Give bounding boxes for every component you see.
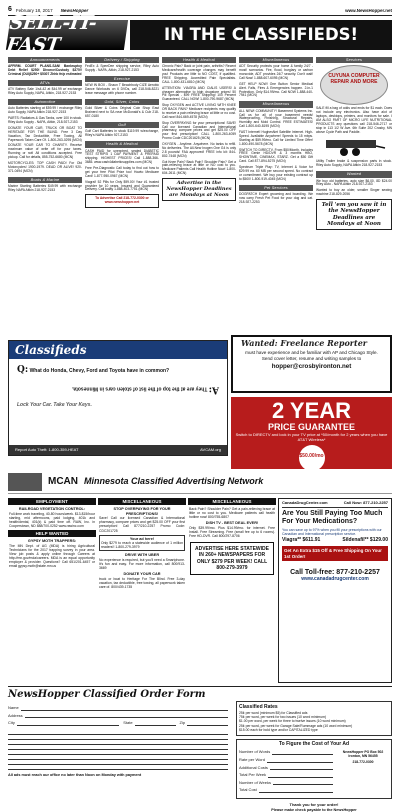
network-ad: Back Pain? Shoulder Pain? Get a pain-relieving brace at little or no cost to you. Medicare patients call health hotline now! 800/755-6807 [189,507,275,520]
directv-ad [231,397,392,484]
network-ad [9,507,95,528]
directv-guarantee: PRICE GUARANTEE [267,422,355,432]
column-5 [316,54,392,335]
rx-phone[interactable]: Call Now: 877-210-2257 [343,500,388,505]
category-header: Golf [85,122,159,128]
category-header: Boats & Marine [8,177,82,183]
advertise-statewide-box: ADVERTISE HERE STATEWIDE IN 260+ NEWSPAPERS FOR ONLY $279 PER WEEK! CALL 800-279-3979 [190,542,274,575]
network-col-3 [188,498,276,683]
deadline-box: Advertise in the NewsHopper Deadlines are Mondays at Noon [162,178,236,201]
category-header: Announcements [8,57,82,63]
trailer-icon [322,136,386,158]
thank-you: Thank you for your order! [289,801,339,807]
classified-ad: FAST Internet! HughesNet Satellite Internet. High-Speed. Available Anywhere! Speeds to 15 mbps. Starting at $59.99/mo. Call for Limited Time Offer! 1-800-490-5678 (MCN) [239,130,313,146]
classified-ad: ADT Security protects your home & family 24/7 - most! scenarios. Fire, flood, burglary or carbon monoxide, ADT provides 24/7 security. Don't wait! Call Now! 1-888-607-6095 (MCN) [239,64,313,80]
figure-row[interactable] [239,781,333,786]
network-ad-body: Only $39.99/mo. Plus $14.99/mo. for internet. Free Install. Free Streaming. Free (small fee up to 6 rooms). Free HD-DVR. Call 800/297-8706 [189,525,275,539]
rate-line: $15.00 each for bold type and/or CAPITALIZED type [239,728,318,733]
figure-row[interactable] [239,750,333,755]
column-1 [8,54,82,335]
category-header: ATVs [8,80,82,86]
rate-line: 25¢ per word (minimum $5) for Classified ads [239,710,308,715]
network-ad [99,507,185,532]
rx-site[interactable]: www.canadadrugcenter.com [301,575,369,582]
directv-line: Switch to DIRECTV and lock in your TV price at *50/month for 2 years when you have AT&T Wireless* [235,432,388,442]
category-header: Services [316,57,392,63]
category-header: Gold, Silver, Coins [85,99,159,105]
classified-ad: SALE fill a bag of odds and ends for $1 each. Does not include any electronics. Also have alot of laptops, desktops, printers, and monitors for sale. I AM ALSO PART OF MICRO LIFE NUTRITIONAL PRODUCTS any questions call 218-546-2717 or stop in 113 1/2 W Ave. 6th Suite 202 Crosby, MN above Cycle Path and Paddle. [316,106,392,134]
network-ad-title: DRIVE WITH UBER [124,553,160,558]
state-label: State [123,720,133,726]
classified-ad: CASH PAID for unexpired, sealed DIABETIC TEST STRIPS! 1 DAY PAYMENT & PREPAID shipping. HIGHEST PRICES! Call 1-888-366-3685. www.cash4diabeticsupplies.com (MCN) [85,148,159,165]
rx-price: Sildenafil** $129.00 [342,536,388,543]
network-ad-title: DISH TV - BEST DEAL EVER! [205,521,259,526]
classified-ad: Viagra!! 52 Pills for Only $99.00! Your #1 trusted provider for 10 years. Insured and Guaranteed Delivery. Call today 1-888-403-7751 (MCN) [85,179,159,192]
network-ad-title: GYPSY MOTH TRAPPERS: [27,539,77,544]
theft-footer [9,445,227,455]
network-ad [189,521,275,538]
tell-em-box: Tell 'em you saw it in the NewsHopper Deadlines are Mondays at Noon [316,199,392,230]
figure-label: Additional Costs [239,764,268,770]
classified-ad: Spectrum Triple Play: TV, Internet & Voice for $29.99 ea. 60 MB per second speed. No contract or commitment. We buy your existing contract up to $500! 1-800-919-4045 (MCN) [239,165,313,181]
figure-title: To Figure the Cost of Your Ad [278,740,350,747]
network-ad [99,535,185,552]
classifieds-banner [5,12,392,56]
network-ad-title: RAILROAD VEGETATION CONTROL: [18,507,86,512]
network-header: EMPLOYMENT [8,498,96,505]
answer-text: A: They are at the top of the list of stolen cars in Minnesota. [71,384,219,395]
name-label: Name [8,705,19,710]
classified-ad: PARTS: Radiators & Gas Tanks, over 100 in stock. Riley Auto Supply - NAPA, Aitkin, 218-927-2153 [8,116,82,125]
column-3 [162,54,236,335]
network-ad-title: STOP OVERPAYING FOR YOUR PRESCRIPTIONS! [113,507,171,516]
classified-ad: ATV Battery Sale 1/s4-42 at $44.99 w/ exchange Riley Auto Supply, NAPA, Aitkin, 218-927-2153 [8,87,82,96]
city-state-zip-field[interactable] [8,721,228,726]
network-header: MISCELLANEOUS [98,498,186,505]
classified-columns [8,54,392,335]
rx-body: You can save up to 97% when you fill your prescriptions with our Canadian and International prescription service. [282,527,382,536]
category-header: Miscellaneous [239,57,313,63]
rates-title: Classified Rates [239,704,278,710]
classifieds-logo: Classifieds [9,341,227,359]
classified-ad: Wanted to buy an older, smaller Singer sewing machine 218-829-2056 [316,188,392,197]
network-ad [99,553,185,570]
figure-body [239,747,389,796]
directv-phone[interactable]: IVS 855-419-4050 [274,473,349,484]
page-number: 6 [8,6,12,14]
classified-ad: NEW IN BOX - Shaun T Beachbody CIZE Aerobic Dance Workouts on 6 DVDs, call 218-546-8221 leave message with phone number. [85,83,159,96]
answer: They are at the top of the list of stolen cars in Minnesota. [71,385,208,392]
classified-ad: AFFIRM. COURT PLANS-SAN! Bankruptcy Debt Relief $250! Divorce/Custody $375!! Criminal (DUI)$250+ $5307 Zhhb fn/p estimated [8,64,82,77]
classified-ad: Chronic Pain? Back or joint pain, arthritis? Recent Medicare/health coverage changes may benefit you! Products are little to NO COST, if qualified. FREE Shipping. Accredited Pain Specialists. CALL 1-800-431-6810 (MCN) [162,64,236,84]
classified-ad: ATTENTION: VIAGRA AND CIALIS USERS! A cheaper alternative to high drugstore prices! 50 Pill Special - $99 FREE Shipping! 100 Percent Guaranteed. CALL NOW! 1-800-790-9687 (MCN) [162,85,236,102]
mail-address: NewsHopper PO Box 502 Ironton, MN 56455 [342,750,384,759]
rx-tollfree[interactable]: Call Toll-free: 877-210-2257 [290,568,380,576]
classified-ad: DONATE YOUR CAR, TRUCK OR BOAT TO HERITAGE FOR THE BLIND. Free 3 Day Vacation, Tax Deductible, Free Towing, All Paperwork Taken Care Of. 1-800-263-0295 (MCN) [8,125,82,142]
mcan-logo-text: MCAN [48,475,78,487]
category-header: Miscellaneous [239,101,313,107]
rx-headline: Are You Still Paying Too Much For Your Medications? [282,509,383,525]
classified-ad: We buy old batteries. auto size $6.00, 8D $24.00 Riley Auto - NAPA Aitkin 218-927-2153 [316,178,392,187]
header-site[interactable]: www.NewsHopper.net [345,7,392,13]
classified-ad: DONATE YOUR CAR TO CHARITY. Receive maximum value of write off for your taxes. Running or not! All conditions accepted. Free pickup. Call for details, 855-752-6680 (MCN) [8,143,82,160]
figure-row[interactable] [239,788,333,793]
mcan-header [8,470,392,494]
order-form [8,686,392,812]
column-4 [239,54,313,335]
trailer-image [322,136,386,158]
category-header: Health & Medical [85,141,159,147]
figure-row[interactable] [239,773,333,778]
classified-ad: Stop OXYGEN and ACTIVE LIVING WITH KNEE OR BACK PAIN? Medicare recipients may qualify to receive a pain relieving brace at little or no cost. Call now! 844-669-4578 (MCN) [162,103,236,119]
city-label: City [8,720,15,726]
mail-box [337,747,389,796]
mcan-title: Minnesota Classified Advertising Network [84,476,264,487]
network-ad [9,539,95,568]
classified-ad: DOGPATCH Expert grooming and boarding. We now carry Fresh Pet Food for your dog and cat. 218-927-2253 [239,191,313,204]
classified-ad: Golf Cart Batteries in stock $119.99 w/exchange, Riley's NAPA Aitkin 927-2153 [85,129,159,138]
qa-block [9,359,227,415]
network-ad-title: DONATE YOUR CAR [123,572,161,577]
classified-ad: Gold Silver & Coins Original Coin Shop East Brainerd next to SA near McDonald's & Cub 218-657-0180 [85,106,159,119]
classified-ad: Marine Starting Batteries $49.99 with exchange Riley NAPA Aitkin 218-927-2153 [8,183,82,192]
order-fields [8,703,228,777]
category-header: Pet Services [239,185,313,191]
classified-ad: Free Pre-Diagnostic Call today to find out how to get your free Pilot Prize too! Howto Medicare Card! 1-877-950-0967 (MCN) [85,166,159,178]
rx-brand: CanadaDrugCenter.com [282,500,328,505]
classified-ad: MOTORCYCLES: TOP CASH PAID! For Old Motorcycles! 1900-1979. DEAD OR ALIVE! 920-371-0494 (MCN) [8,160,82,173]
classified-ad: SWITCH TO DIRECTV. From $50/Month, includes FREE Genie HD/DVR & 3 months HBO, SHOWTIME, CINEMAX, STARZ. Get a $50 Gift Card. Call 877-894-5275 (MCN) [239,147,313,164]
rx-header [282,501,388,508]
network-col-1 [8,498,96,683]
network-header: HELP WANTED [8,530,96,537]
classified-ad: Auto Batteries starting at $59.99 / exchange Riley Auto Supply, NAPA Aitkin 218-927-2153 [8,106,82,115]
rx-price: Viagra** $611.91 [282,536,321,543]
network-ad-title: Your ad here! [129,536,155,541]
classified-ad: FedEx & SpeeDee shipping service, Riley Auto Supply - NAPA, Aitkin, 218-927-2153 [85,64,159,73]
classified-ad: GET HELP NOW! One Button Senior Medical Alert. Falls, Fires & Emergencies happen. 2-in-1 Protection. Only $14.99/mo. Call NOW 1-888-440-7941 (MCN) [239,81,313,98]
mcan-logo-icon [8,473,42,491]
network-ad-body: Save! Call our licensed Canadian & International pharmacy, compare prices and get $25.00 OFF your first prescription! Call 877/210-2257 Promo Code: CDC201725 [99,516,185,533]
network-col-2 [98,498,186,683]
category-header: Delivery / Shipping [85,57,159,63]
order-note: All ads must reach our office no later than Noon on Monday with payment [8,772,142,777]
zip-label: Zip [179,720,186,726]
theft-hotline: Report Auto Theft: 1-800-359-HEAT [15,446,79,452]
header-logo: NewsHopper [60,7,89,13]
category-header: Automotive [8,99,82,105]
ad-text-lines[interactable] [8,730,228,770]
canada-drug-ad [278,498,392,683]
rate-line: 75¢ per word, per week for two issues (10 word minimum) [239,714,327,719]
classified-ad: Got Knee Pain? Back Pain? Shoulder Pain? Get a pain-relieving brace at little or NO cost to you. Medicare Patients Call Health Hotline Now! 1-800-604-2611 (MCN) [162,159,236,176]
network-ad-body: Full-time work traveling, 40-80 hours/week. $13-$15/hour starting, mid afternoons, paid lodging, 401k and health/dental, 401(k) & paid time off. RAW, Inc. in Cooperstown, ND 888/700-0252 www.rawinc.com [9,511,95,528]
network-ad-body: Only $279 to reach a statewide audience of 1 million readers!! 1-800-279-3979 [101,541,183,550]
sell-it-fast-title: SELL-IT-FAST [6,20,128,50]
rx-prices [282,538,388,544]
figure-label: Total Cost [239,787,257,793]
order-form-title: NewsHopper Classified Order Form [8,689,206,700]
avcam-site[interactable]: AVCAM.org [200,446,221,452]
question: What do Honda, Chevy, Ford and Toyota have in common? [29,368,170,374]
category-header: Wanted [316,171,392,177]
freelance-title: Wanted: Freelance Reporter [241,338,368,348]
in-the-classifieds-title: IN THE CLASSIFIEDS! [130,20,392,50]
order-rates [236,701,392,812]
figure-row[interactable] [239,758,333,763]
figure-label: Number of Words [239,749,271,755]
payable-note: Please make check payable to the NewsHopper [271,807,357,812]
cost-figure-box [236,739,392,799]
network-ad-body: The MN Dept. of AG (MDA) is hiring Agricultural Technicians for the 2017 trapping survey in your area. View job posts & apply online through Careers at http://mn.gov/mda/careers. MDA is an equal opportunity employer & provider. Questions? Call 651/201-6457 or email gypsy.moth@state.mn.us [9,543,95,569]
cuyuna-computer-logo: CUYUNA COMPUTER REPAIR AND MORE [320,65,388,105]
freelance-email[interactable]: hopper@crosbyironton.net [271,363,352,371]
mcan-network [8,498,392,683]
mail-phone[interactable]: 218-772-0300 [352,760,374,765]
stolen-cars-ad [8,340,228,456]
lock-tagline: Lock Your Car. Take Your Keys. [17,402,92,409]
column-2 [85,54,159,335]
rate-line: 25¢ per word, per week for Garage Sale/Rummage ads (10 word minimum) [239,723,353,728]
address-field[interactable] [8,714,228,719]
question-text: Q: What do Honda, Chevy, Ford and Toyota have in common? [17,365,170,375]
rates-box [236,701,392,736]
freelance-ad [231,335,392,393]
address-label: Address [8,712,23,718]
network-ad [99,572,185,589]
name-field[interactable] [8,706,228,711]
rx-offer: Get An Extra $15 Off & Free Shipping On Your 1st Order! [282,546,388,560]
network-ad-body: No experience is required, but you'll need a Smartphone. It's fun and easy. For more information, call 800/913-3669 [99,557,185,570]
directv-offer: $50.00/mo [299,445,325,471]
network-ad-body: truck or boat to Heritage For The Blind. Free 3-day vacation, tax deductible, free towing, all paperwork taken care of. 800/439-1735 [99,576,185,589]
figure-label: Number of Weeks [239,779,271,785]
header-date: February 18, 2017 [15,7,53,13]
network-header: MISCELLANEOUS [188,498,276,505]
category-header: Health & Medical [162,57,236,63]
rate-line: $1.00 per word, per week for three to twelve issues (10 word minimum) [239,719,346,724]
directv-years: 2 YEAR [271,398,352,423]
classified-ad: Stop OVERPAYING for your prescriptions! SAVE! Call our licensed Canadian and International pharmacy, compare prices and get $25.00 OFF your first prescription! CALL 1-800-263-4059 Promo Code CDC201625 (MCN) [162,120,236,141]
figure-label: Total Per Week [239,772,267,778]
classified-ad: Utility Trailer brake & suspension parts in stock. Riley Auto Supply, NAPA Aitkin 218-927-2153 [316,159,392,168]
classified-ad: OXYGEN - Anytime. Anywhere. No tanks to refill. No deliveries. The All-New Inogen One G4 is only 2.8 pounds! FAA approved! FREE info kit: 844-802-7448 (MCN) [162,142,236,158]
freelance-body: must have experience and be familiar with AP and Chicago Style. Send cover letter, resume and writing samples to [245,350,378,361]
category-header: Exercise [85,76,159,82]
figure-row[interactable] [239,766,333,771]
classified-ad: ALL NEW! COMMUNITY! Basement Systems Inc. Call us for all of your basement needs! Waterproofing, Finishing, Structural Repairs, Humidity and Mold Control. FREE ESTIMATES! Call 1-800-640-8195 (MCN) [239,108,313,129]
figure-label: Rate per Word [239,756,265,762]
advertise-box: To Advertise Call 218-772-0300 or www.newshopper.net [85,194,159,208]
